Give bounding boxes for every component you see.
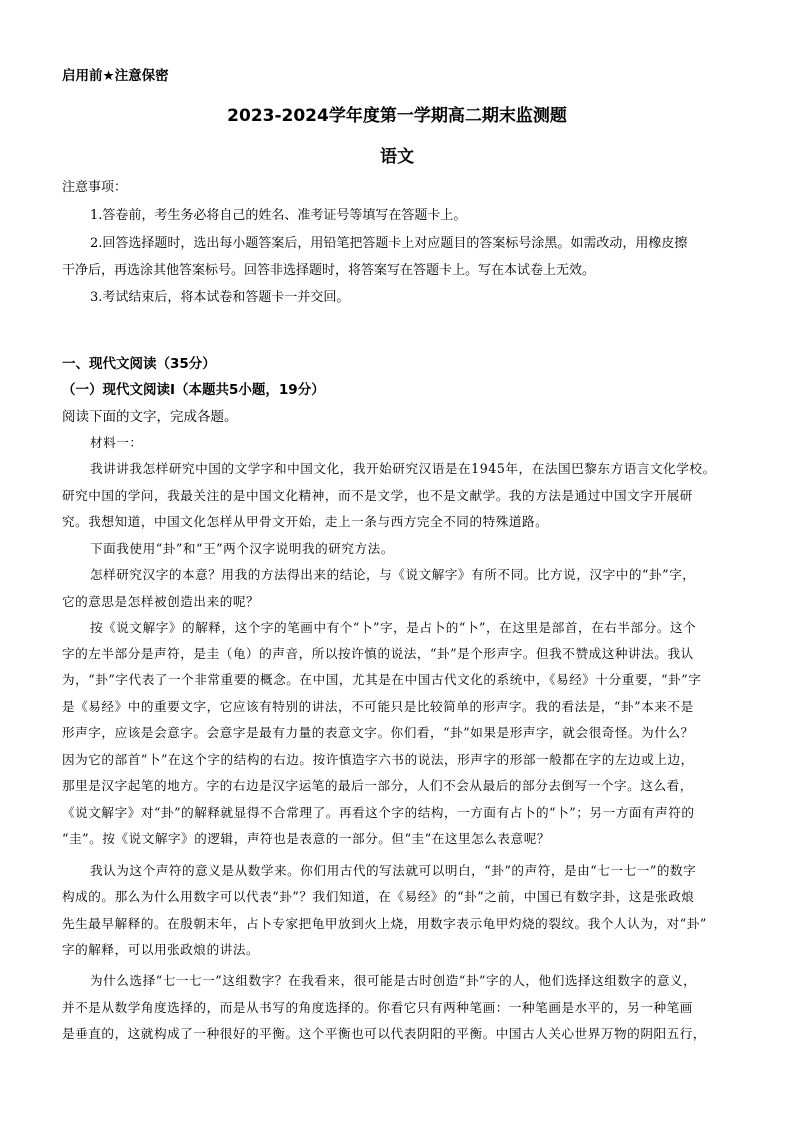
section-subheading: （一）现代文阅读Ⅰ（本题共5小题，19分） bbox=[62, 382, 325, 398]
exam-title: 2023-2024学年度第一学期高二期末监测题 bbox=[227, 106, 567, 126]
passage-line: 形声字，应该是会意字。会意字是最有力量的表意文字。你们看，“卦”如果是形声字，就会很奇怪。为什么？ bbox=[62, 725, 694, 740]
passage-line: 怎样研究汉字的本意？用我的方法得出来的结论，与《说文解字》有所不同。比方说，汉字中的“卦”字， bbox=[90, 567, 696, 582]
passage-line: 那里是汉字起笔的地方。字的右边是汉字运笔的最后一部分，人们不会从最后的部分去倒写一个字。这么看， bbox=[62, 778, 693, 793]
passage-line: “圭”。按《说文解字》的逻辑，声符也是表意的一部分。但“圭”在这里怎么表意呢？ bbox=[62, 831, 550, 846]
passage-line: 构成的。那么为什么用数字可以代表“卦”？我们知道，在《易经》的“卦”之前，中国已有数字卦，这是张政烺 bbox=[62, 889, 695, 904]
subject-title: 语文 bbox=[380, 147, 414, 167]
passage-line: 按《说文解字》的解释，这个字的笔画中有个“卜”字，是占卜的“卜”，在这里是部首，在右半部分。这个 bbox=[90, 620, 697, 635]
notice-line-3: 干净后，再选涂其他答案标号。回答非选择题时，将答案写在答题卡上。写在本试卷上无效。 bbox=[62, 263, 596, 278]
passage-line: 它的意思是怎样被创造出来的呢？ bbox=[62, 594, 260, 609]
passage-line: 先生最早解释的。在殷朝末年，占卜专家把龟甲放到火上烧，用数字表示龟甲灼烧的裂纹。我个人认为，对“卦” bbox=[62, 916, 707, 931]
passage-line: 字的解释，可以用张政烺的讲法。 bbox=[62, 942, 260, 957]
passage-line: 究。我想知道，中国文化怎样从甲骨文开始，走上一条与西方完全不同的特殊道路。 bbox=[62, 514, 549, 529]
passage-line: 为，“卦”字代表了一个非常重要的概念。在中国，尤其是在中国古代文化的系统中，《易经》十分重要，“卦”字 bbox=[62, 672, 702, 687]
section-heading: 一、现代文阅读（35分） bbox=[62, 356, 216, 372]
passage-line: 因为它的部首“卜”在这个字的结构的右边。按许慎造字六书的说法，形声字的形部一般都在字的左边或上边， bbox=[62, 752, 694, 767]
reading-instruction: 阅读下面的文字，完成各题。 bbox=[62, 409, 238, 425]
notice-heading: 注意事项： bbox=[62, 180, 128, 195]
passage-line: 是《易经》中的重要文字，它应该有特别的讲法，不可能只是比较简单的形声字。我的看法是，“卦”本来不是 bbox=[62, 699, 694, 714]
passage-line: 我讲讲我怎样研究中国的文学字和中国文化，我开始研究汉语是在1945年，在法国巴黎东方语言文化学校。 bbox=[90, 461, 716, 476]
passage-line: 并不是从数学角度选择的，而是从书写的角度选择的。你看它只有两种笔画：一种笔画是水平的，另一种笔画 bbox=[62, 1000, 693, 1015]
material-label: 材料一： bbox=[90, 435, 143, 450]
passage-line: 为什么选择“七一七一”这组数字？在我看来，很可能是古时创造“卦”字的人，他们选择这组数字的意义， bbox=[90, 973, 697, 988]
passage-line: 《说文解字》对“卦”的解释就显得不合常理了。再看这个字的结构，一方面有占卜的“卜”；另一方面有声符的 bbox=[62, 805, 695, 820]
notice-line-4: 3.考试结束后，将本试卷和答题卡一并交回。 bbox=[90, 290, 350, 305]
confidential-label: 启用前★注意保密 bbox=[62, 68, 169, 84]
passage-line: 我认为这个声符的意义是从数学来。你们用古代的写法就可以明白，“卦”的声符，是由“七一七一”的数字 bbox=[90, 863, 697, 878]
passage-line: 字的左半部分是声符，是圭（龟）的声音，所以按许慎的说法，“卦”是个形声字。但我不赞成这种讲法。我认 bbox=[62, 646, 694, 661]
notice-line-2: 2.回答选择题时，选出每小题答案后，用铅笔把答题卡上对应题目的答案标号涂黑。如需改动，用橡皮擦 bbox=[90, 236, 688, 251]
passage-line: 研究中国的学问，我最关注的是中国文化精神，而不是文学，也不是文献学。我的方法是通过中国文字开展研 bbox=[62, 488, 693, 503]
notice-line-1: 1.答卷前，考生务必将自己的姓名、准考证号等填写在答题卡上。 bbox=[90, 208, 467, 223]
passage-line: 是垂直的，这就构成了一种很好的平衡。这个平衡也可以代表阴阳的平衡。中国古人关心世界万物的阴阳五行， bbox=[62, 1026, 707, 1041]
passage-line: 下面我使用“卦”和“王”两个汉字说明我的研究方法。 bbox=[90, 541, 394, 556]
